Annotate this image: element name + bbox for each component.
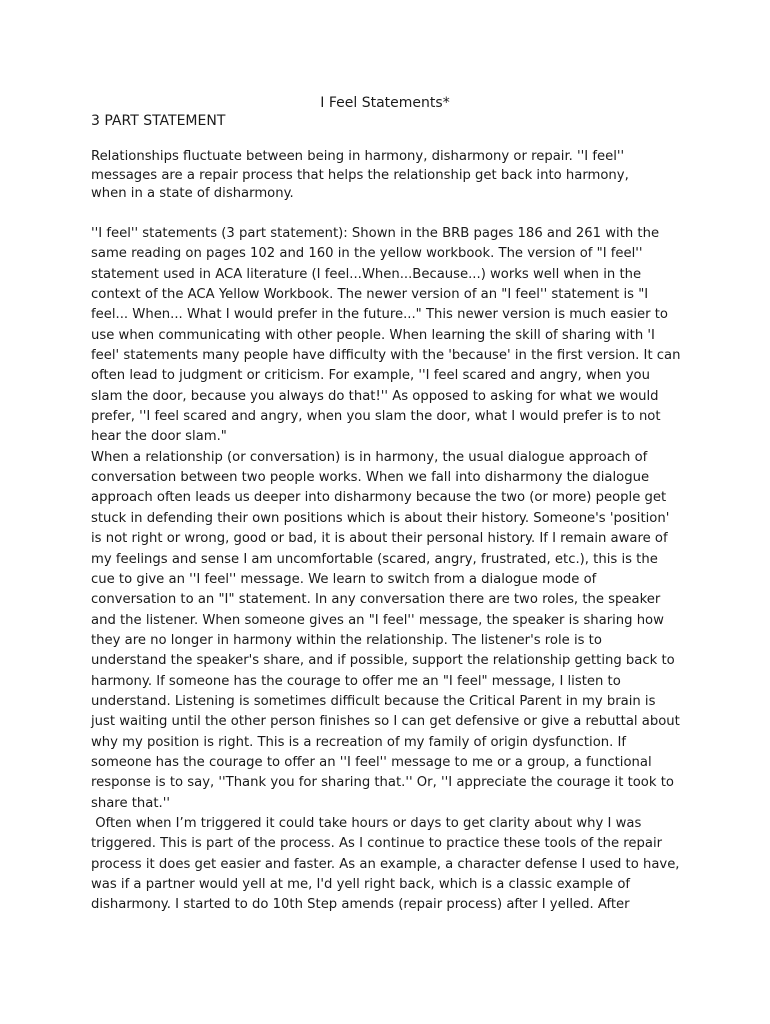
intro-paragraph: Relationships fluctuate between being in harmony, disharmony or repair. ''I feel'' messages are a repair process that helps the relationship get back into harmony, when in a state of disharmony.: [91, 149, 629, 201]
document-title: I Feel Statements*: [320, 95, 450, 111]
paragraph-triggered: Often when I’m triggered it could take hours or days to get clarity about why I was triggered. This is part of the process. As I continue to practice these tools of the repair process it does get easier and faster. As an example, a character defense I used to have, was if a partner would yell at me, I'd yell right back, which is a classic example of disharmony. I started to do 10th Step amends (repair process) after I yelled. After: [91, 815, 684, 913]
body-text: [91, 224, 684, 916]
paragraph-harmony-dialogue: When a relationship (or conversation) is in harmony, the usual dialogue approach of conversation between two people works. When we fall into disharmony the dialogue approach often leads us deeper into disharmony because the two (or more) people get stuck in defending their own positions which is about their history. Someone's 'position' is not right or wrong, good or bad, it is about their personal history. If I remain aware of my feelings and sense I am uncomfortable (scared, angry, frustrated, etc.), this is the cue to give an ''I feel'' message. We learn to switch from a dialogue mode of conversation to an "I" statement. In any conversation there are two roles, the speaker and the listener. When someone gives an "I feel'' message, the speaker is sharing how they are no longer in harmony within the relationship. The listener's role is to understand the speaker's share, and if possible, support the relationship getting back to harmony. If someone has the courage to offer me an "I feel" message, I listen to understand. Listening is sometimes difficult because the Critical Parent in my brain is just waiting until the other person finishes so I can get defensive or give a rebuttal about why my position is right. This is a recreation of my family of origin dysfunction. If someone has the courage to offer an ''I feel'' message to me or a group, a functional response is to say, ''Thank you for sharing that.'' Or, ''I appreciate the courage it took to share that.'': [91, 449, 680, 811]
section-heading: 3 PART STATEMENT: [91, 113, 226, 129]
paragraph-i-feel-statements: ''I feel'' statements (3 part statement): Shown in the BRB pages 186 and 261 with the same reading on pages 102 and 160 in the yellow workbook. The version of "I feel'' statement used in ACA literature (I feel...When...Because...) works well when in the context of the ACA Yellow Workbook. The newer version of an "I feel'' statement is "I feel... When... What I would prefer in the future..." This newer version is much easier to use when communicating with other people. When learning the skill of sharing with 'I feel' statements many people have difficulty with the 'because' in the first version. It can often lead to judgment or criticism. For example, ''I feel scared and angry, when you slam the door, because you always do that!'' As opposed to asking for what we would prefer, ''I feel scared and angry, when you slam the door, what I would prefer is to not hear the door slam.": [91, 226, 681, 445]
